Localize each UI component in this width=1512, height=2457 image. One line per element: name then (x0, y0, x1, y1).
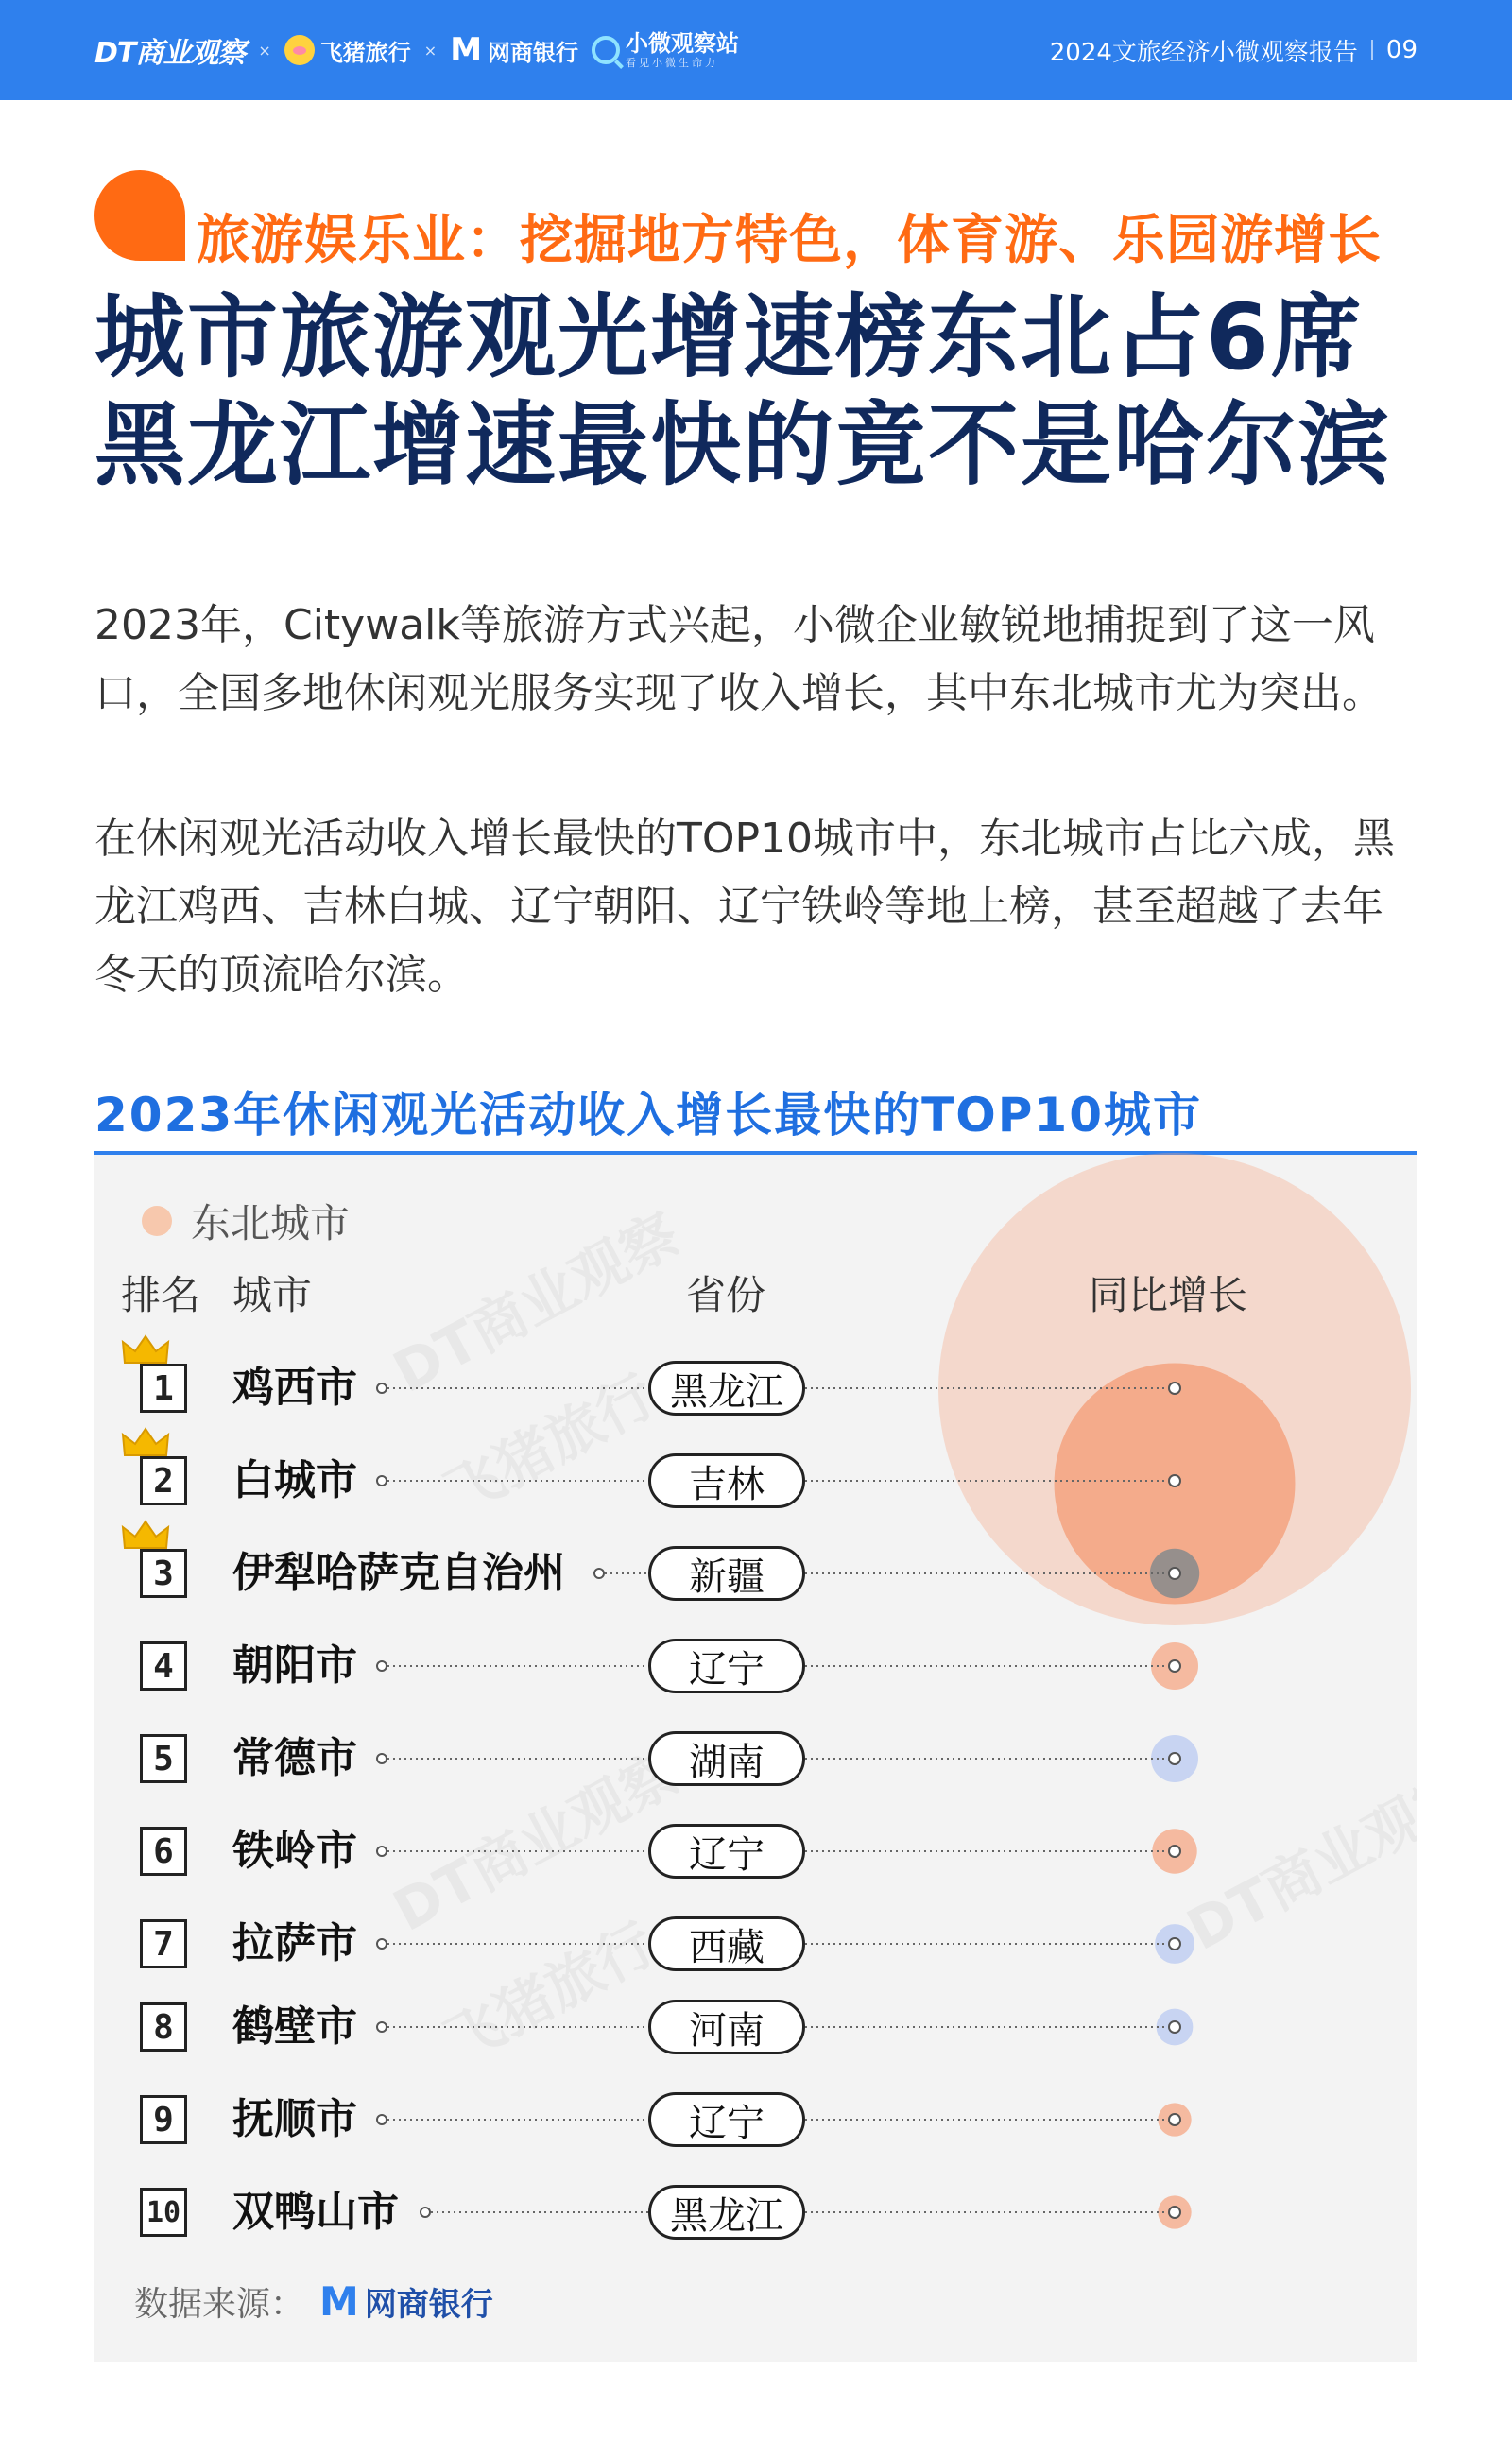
table-row (0, 2179, 1512, 2245)
orange-shape-icon (94, 170, 185, 261)
rank-badge: 10 (140, 2188, 187, 2237)
city-name: 抚顺市 (232, 2095, 357, 2143)
data-source (134, 2277, 493, 2326)
province-pill: 河南 (648, 2000, 805, 2054)
province-pill: 辽宁 (648, 1824, 805, 1879)
dt-logo-text: DT商业观察 (94, 37, 246, 70)
dt-logo (94, 29, 245, 71)
legend-label: 东北城市 (191, 1200, 351, 1246)
province-pill: 黑龙江 (648, 2185, 805, 2240)
table-row (0, 1994, 1512, 2060)
rank-badge: 2 (140, 1456, 187, 1505)
table-row (0, 1355, 1512, 1421)
divider (1371, 40, 1373, 60)
column-header-province: 省份 (686, 1272, 766, 1318)
column-header-rank: 排名 (121, 1272, 201, 1318)
section-subtitle: 旅游娱乐业：挖掘地方特色，体育游、乐园游增长 (197, 210, 1382, 271)
table-row (0, 2087, 1512, 2153)
feizhu-logo (284, 34, 411, 67)
xiaowei-tagline: 看见小微生命力 (626, 57, 719, 69)
table-row (0, 1448, 1512, 1514)
xiaowei-logo-text: 小微观察站 (626, 30, 740, 57)
column-header-growth: 同比增长 (1089, 1272, 1248, 1318)
section-header (94, 170, 185, 261)
rank-badge: 5 (140, 1734, 187, 1783)
city-name: 拉萨市 (232, 1919, 357, 1967)
rank-badge: 3 (140, 1549, 187, 1598)
chart-legend (142, 1193, 350, 1249)
xiaowei-logo (592, 32, 739, 68)
times-separator: × (258, 41, 271, 60)
table-row (0, 1726, 1512, 1792)
province-pill: 湖南 (648, 1731, 805, 1786)
rank-badge: 7 (140, 1919, 187, 1968)
city-name: 朝阳市 (232, 1641, 357, 1690)
pig-icon (284, 35, 315, 65)
province-pill: 辽宁 (648, 2092, 805, 2147)
mybank-m-icon: M (319, 2278, 359, 2325)
page-number: 09 (1385, 36, 1418, 64)
city-name: 鹤壁市 (232, 2002, 357, 2051)
city-name: 伊犁哈萨克自治州 (232, 1549, 565, 1597)
paragraph-2: 在休闲观光活动收入增长最快的TOP10城市中，东北城市占比六成，黑龙江鸡西、吉林白城、辽宁朝阳、辽宁铁岭等地上榜，甚至超越了去年冬天的顶流哈尔滨。 (94, 815, 1396, 999)
paragraph-1: 2023年，Citywalk等旅游方式兴起，小微企业敏锐地捕捉到了这一风口，全国多地休闲观光服务实现了收入增长，其中东北城市尤为突出。 (94, 601, 1383, 717)
title-line-1: 城市旅游观光增速榜东北占6席 (94, 284, 1364, 390)
source-label: 数据来源： (134, 2285, 305, 2324)
province-pill: 辽宁 (648, 1639, 805, 1693)
city-name: 常德市 (232, 1734, 357, 1782)
city-name: 鸡西市 (232, 1364, 357, 1412)
magnifier-icon (592, 36, 620, 64)
table-row (0, 1911, 1512, 1977)
city-name: 双鸭山市 (232, 2188, 399, 2236)
report-title: 2024文旅经济小微观察报告 (1049, 38, 1358, 67)
page-title (94, 284, 1391, 499)
rank-badge: 4 (140, 1641, 187, 1691)
mybank-m-icon: M (450, 31, 483, 69)
feizhu-logo-text: 飞猪旅行 (319, 39, 411, 66)
rank-badge: 9 (140, 2095, 187, 2144)
source-org (319, 2278, 493, 2325)
mybank-logo-text: 网商银行 (488, 39, 579, 66)
rank-badge: 6 (140, 1827, 187, 1876)
times-separator: × (423, 41, 438, 60)
province-pill: 黑龙江 (648, 1361, 805, 1416)
title-line-2: 黑龙江增速最快的竟不是哈尔滨 (94, 392, 1391, 498)
report-info (1050, 33, 1418, 68)
city-name: 铁岭市 (232, 1827, 357, 1875)
table-row (0, 1540, 1512, 1606)
province-pill: 新疆 (648, 1546, 805, 1601)
chart-title: 2023年休闲观光活动收入增长最快的TOP10城市 (94, 1088, 1202, 1143)
top-bar (0, 0, 1512, 100)
city-name: 白城市 (232, 1456, 357, 1504)
table-row (0, 1633, 1512, 1699)
legend-swatch (142, 1206, 172, 1236)
table-row (0, 1818, 1512, 1884)
partner-logos (94, 29, 739, 71)
province-pill: 西藏 (648, 1916, 805, 1971)
rank-badge: 1 (140, 1364, 187, 1413)
source-org-name: 网商银行 (364, 2286, 493, 2324)
column-header-city: 城市 (232, 1272, 313, 1318)
rank-badge: 8 (140, 2002, 187, 2052)
mybank-logo (450, 31, 578, 69)
province-pill: 吉林 (648, 1453, 805, 1508)
